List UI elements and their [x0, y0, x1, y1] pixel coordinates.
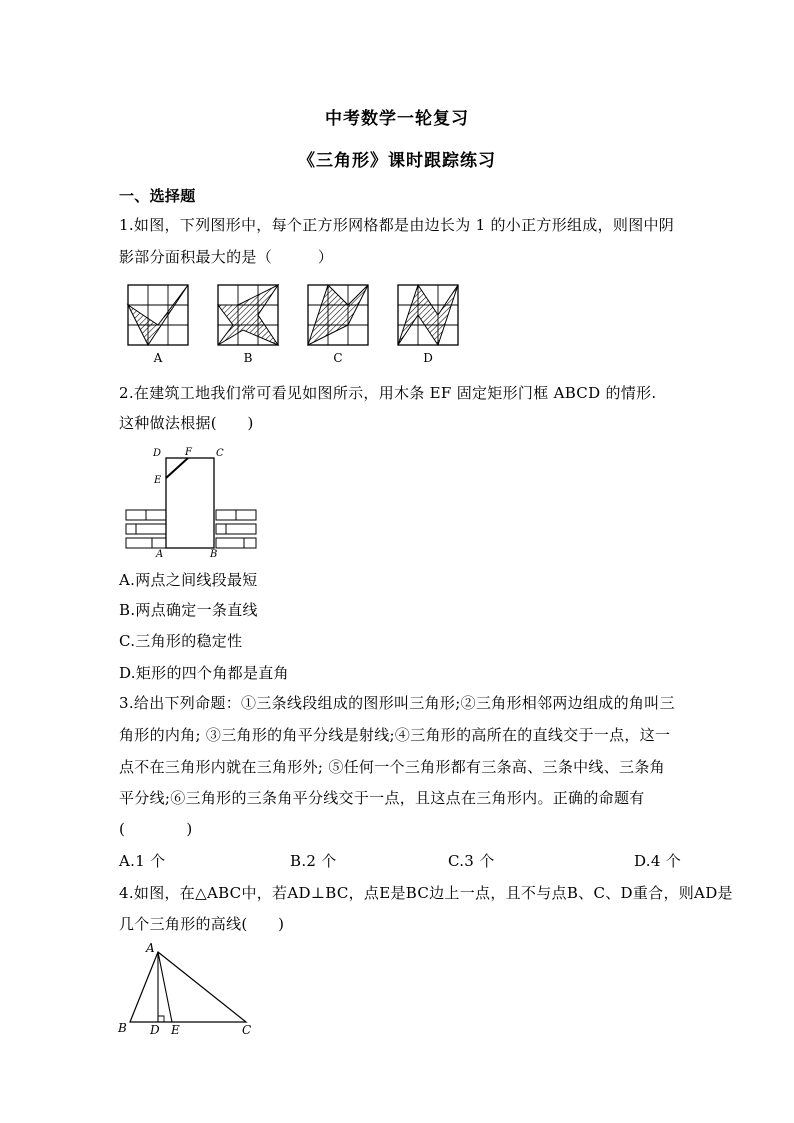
figure-c — [308, 285, 368, 345]
question-2-option-c: C.三角形的稳定性 — [119, 632, 243, 650]
vertex-b-label: B — [118, 1021, 127, 1035]
figure-d — [398, 285, 458, 345]
point-f-label: F — [185, 447, 192, 458]
figure-a — [128, 285, 188, 345]
point-c-label: C — [216, 448, 224, 459]
question-3-option-d: D.4 个 — [634, 852, 682, 870]
section-heading: 一、选择题 — [119, 187, 196, 205]
point-d-label: D — [153, 448, 162, 459]
question-2-text-continued: 这种做法根据( ) — [119, 414, 254, 432]
question-4-text: 4.如图，在△ABC中，若AD⊥BC，点E是BC边上一点，且不与点B、C、D重合，则AD是 — [119, 884, 733, 902]
figure-c-label: C — [333, 351, 343, 365]
question-2-option-b: B.两点确定一条直线 — [119, 601, 258, 619]
document-title: 中考数学一轮复习 — [325, 109, 469, 129]
question-3-text-line-2: 角形的内角; ③三角形的角平分线是射线;④三角形的高所在的直线交于一点，这一 — [119, 726, 671, 744]
vertex-a-label: A — [146, 941, 155, 955]
vertex-c-label: C — [242, 1023, 252, 1037]
question-3-text-line-5: ( ) — [119, 820, 193, 838]
point-e-label: E — [171, 1023, 180, 1037]
question-3-text-line-1: 3.给出下列命题：①三条线段组成的图形叫三角形;②三角形相邻两边组成的角叫三 — [119, 694, 675, 712]
triangle-figure — [114, 938, 264, 1042]
question-2-option-d: D.矩形的四个角都是直角 — [119, 664, 289, 682]
question-1-text: 1.如图，下列图形中，每个正方形网格都是由边长为 1 的小正方形组成，则图中阴 — [119, 216, 675, 234]
question-3-option-c: C.3 个 — [448, 852, 495, 870]
question-4-text-continued: 几个三角形的高线( ) — [119, 915, 285, 933]
question-3-text-line-4: 平分线;⑥三角形的三条角平分线交于一点，且这点在三角形内。正确的命题有 — [119, 789, 645, 807]
point-e-label: E — [154, 475, 162, 486]
figure-b — [218, 285, 278, 345]
point-b-label: B — [210, 549, 218, 560]
question-3-option-a: A.1 个 — [119, 852, 166, 870]
question-2-option-a: A.两点之间线段最短 — [119, 571, 258, 589]
figure-d-label: D — [423, 351, 433, 365]
figure-a-label: A — [153, 351, 163, 365]
door-frame-figure — [118, 442, 268, 560]
question-3-text-line-3: 点不在三角形内就在三角形外; ⑤任何一个三角形都有三条高、三条中线、三条角 — [119, 758, 665, 776]
question-1-figures — [118, 282, 478, 366]
figure-b-label: B — [243, 351, 253, 365]
point-a-label: A — [156, 549, 164, 560]
question-1-text-continued: 影部分面积最大的是（ ） — [119, 248, 334, 266]
question-2-text: 2.在建筑工地我们常可看见如图所示，用木条 EF 固定矩形门框 ABCD 的情形. — [119, 384, 657, 402]
point-d-label: D — [150, 1023, 160, 1037]
question-3-option-b: B.2 个 — [290, 852, 337, 870]
document-subtitle: 《三角形》课时跟踪练习 — [298, 151, 496, 171]
